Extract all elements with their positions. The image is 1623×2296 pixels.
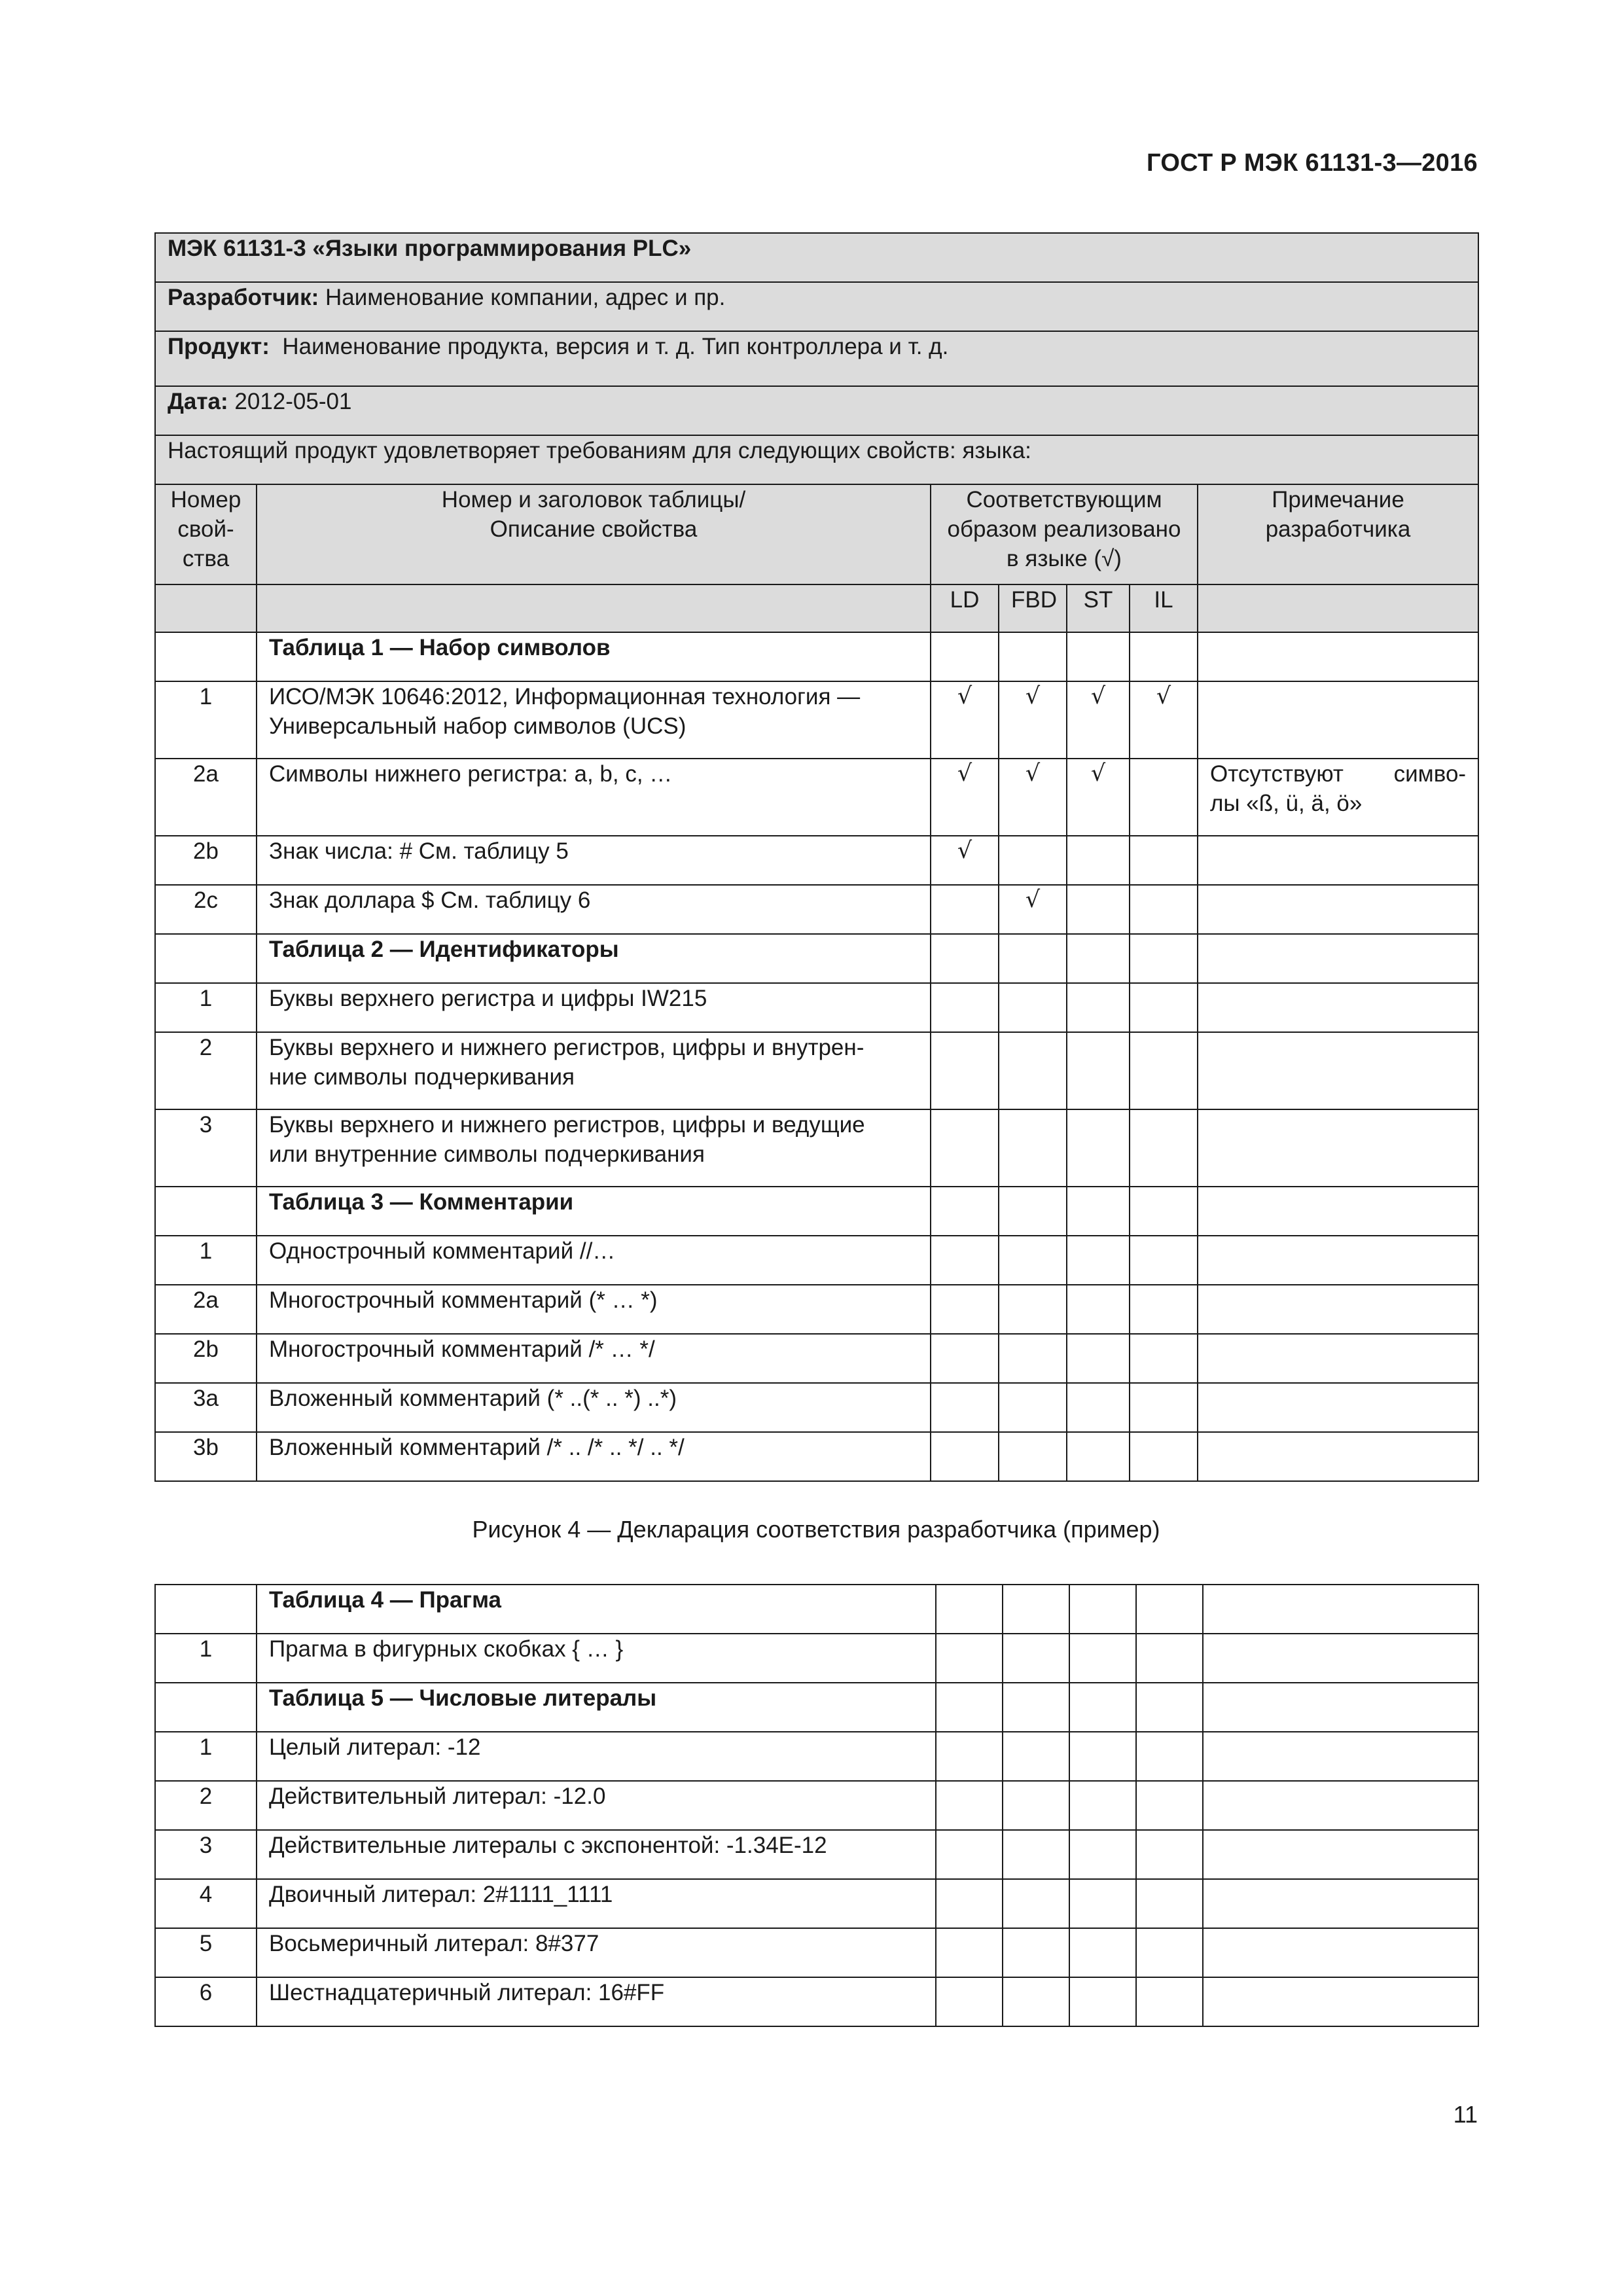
property-number: 1: [155, 681, 257, 759]
check-il: [1130, 885, 1198, 934]
table-row: [155, 759, 1478, 836]
blank-cell: [155, 1585, 257, 1634]
column-header-number: [155, 484, 257, 584]
check-fbd: [1003, 1634, 1069, 1683]
check-fbd: [1003, 1830, 1069, 1879]
developer-label: Разработчик:: [168, 285, 319, 310]
column-header-description-line: Описание свойства: [490, 516, 698, 542]
developer-note: [1203, 1830, 1478, 1879]
column-header-number-line: ства: [182, 546, 230, 571]
column-header-note-line: разработчика: [1265, 516, 1411, 542]
property-description-line: Целый литерал: -12: [269, 1734, 481, 1760]
property-number: 3: [155, 1830, 257, 1879]
check-st: [1067, 1236, 1130, 1285]
language-fbd: FBD: [999, 584, 1067, 632]
property-description: [257, 1236, 931, 1285]
check-ld: [936, 1879, 1003, 1928]
blank-cell: [999, 632, 1067, 681]
check-st: √: [1067, 759, 1130, 836]
check-st: √: [1067, 681, 1130, 759]
property-description-line: Многострочный комментарий /* … */: [269, 1336, 655, 1362]
check-st: [1067, 1285, 1130, 1334]
property-description-line: Вложенный комментарий /* .. /* .. */ .. */: [269, 1435, 685, 1460]
check-st: [1067, 1383, 1130, 1432]
property-description: [257, 885, 931, 934]
check-il: [1136, 1928, 1203, 1977]
check-il: [1136, 1732, 1203, 1781]
property-description-line: Шестнадцатеричный литерал: 16#FF: [269, 1980, 665, 2005]
developer-note: [1198, 885, 1478, 934]
check-st: [1067, 983, 1130, 1032]
check-st: [1069, 1977, 1136, 2026]
blank-cell: [1003, 1585, 1069, 1634]
table-row: [155, 1032, 1478, 1109]
property-description-line: Многострочный комментарий (* … *): [269, 1287, 658, 1313]
check-fbd: [999, 1236, 1067, 1285]
property-number: 1: [155, 983, 257, 1032]
developer-note: [1203, 1928, 1478, 1977]
check-ld: [931, 1383, 999, 1432]
property-description: [257, 1285, 931, 1334]
property-description-line: Действительный литерал: -12.0: [269, 1784, 606, 1809]
language-st: ST: [1067, 584, 1130, 632]
product-value: Наименование продукта, версия и т. д. Тип контроллера и т. д.: [269, 334, 949, 359]
check-st: [1069, 1830, 1136, 1879]
table-row: [155, 681, 1478, 759]
table-row: [155, 836, 1478, 885]
property-description-line: Буквы верхнего и нижнего регистров, цифры и внутрен-: [269, 1035, 865, 1060]
blank-cell: [1130, 1187, 1198, 1236]
developer-row: [155, 282, 1478, 331]
blank-cell: [1198, 632, 1478, 681]
property-number: 3a: [155, 1383, 257, 1432]
language-il: IL: [1130, 584, 1198, 632]
table-row: [155, 1781, 1478, 1830]
check-ld: [936, 1830, 1003, 1879]
blank-cell: [931, 1187, 999, 1236]
check-st: [1067, 1432, 1130, 1481]
column-header-implemented-line: образом реализовано: [947, 516, 1181, 542]
statement-text: Настоящий продукт удовлетворяет требованиям для следующих свойств: языка:: [155, 435, 1478, 484]
property-description: [257, 983, 931, 1032]
check-ld: [931, 1432, 999, 1481]
check-ld: [936, 1634, 1003, 1683]
check-il: [1130, 1109, 1198, 1187]
property-description-line: ние символы подчеркивания: [269, 1064, 575, 1090]
property-description-line: Буквы верхнего регистра и цифры IW215: [269, 986, 707, 1011]
column-header-description-line: Номер и заголовок таблицы/: [441, 487, 746, 512]
property-description: [257, 759, 931, 836]
property-number: 1: [155, 1236, 257, 1285]
blank-cell: [1203, 1585, 1478, 1634]
table-row: [155, 1977, 1478, 2026]
check-ld: [931, 1109, 999, 1187]
property-description-line: Однострочный комментарий //…: [269, 1238, 616, 1264]
developer-note-line: лы «ß, ü, ä, ö»: [1210, 791, 1363, 816]
check-fbd: [999, 1285, 1067, 1334]
check-st: [1067, 1334, 1130, 1383]
check-ld: [931, 983, 999, 1032]
developer-note: [1203, 1634, 1478, 1683]
table-section-row: [155, 934, 1478, 983]
check-il: [1130, 1032, 1198, 1109]
property-number: 2c: [155, 885, 257, 934]
table-section-row: [155, 632, 1478, 681]
blank-cell: [1203, 1683, 1478, 1732]
table-row: [155, 1830, 1478, 1879]
property-description-line: Действительные литералы с экспонентой: -1.34E-12: [269, 1833, 827, 1858]
property-description-line: Двоичный литерал: 2#1111_1111: [269, 1882, 613, 1907]
table-section-row: [155, 1683, 1478, 1732]
check-ld: √: [931, 759, 999, 836]
property-number: 5: [155, 1928, 257, 1977]
check-fbd: [1003, 1781, 1069, 1830]
property-description: [257, 681, 931, 759]
blank-cell: [1136, 1585, 1203, 1634]
table-row: [155, 1732, 1478, 1781]
blank-cell: [155, 632, 257, 681]
developer-value: Наименование компании, адрес и пр.: [319, 285, 726, 310]
developer-note: [1203, 1781, 1478, 1830]
check-il: [1136, 1879, 1203, 1928]
blank-cell: [1003, 1683, 1069, 1732]
column-header-number-line: Номер: [170, 487, 241, 512]
property-description: [257, 1830, 936, 1879]
language-header-row: [155, 584, 1478, 632]
check-il: √: [1130, 681, 1198, 759]
check-il: [1136, 1830, 1203, 1879]
blank-cell: [999, 1187, 1067, 1236]
table-row: [155, 1285, 1478, 1334]
blank-cell: [1130, 632, 1198, 681]
blank-cell: [1069, 1585, 1136, 1634]
check-ld: [931, 885, 999, 934]
blank-cell: [1067, 934, 1130, 983]
check-st: [1067, 1032, 1130, 1109]
developer-note: [1198, 983, 1478, 1032]
developer-note: [1203, 1732, 1478, 1781]
check-st: [1069, 1879, 1136, 1928]
property-description: [257, 1109, 931, 1187]
property-description-line: Прагма в фигурных скобках { … }: [269, 1636, 624, 1662]
developer-note: [1198, 1334, 1478, 1383]
blank-cell: [931, 632, 999, 681]
property-description-line: Буквы верхнего и нижнего регистров, цифры и ведущие: [269, 1112, 865, 1138]
property-description: [257, 1383, 931, 1432]
check-fbd: [1003, 1928, 1069, 1977]
developer-note: [1198, 681, 1478, 759]
property-description: [257, 1928, 936, 1977]
developer-note: [1198, 1032, 1478, 1109]
check-il: [1130, 836, 1198, 885]
property-description: [257, 1879, 936, 1928]
property-description: [257, 1977, 936, 2026]
check-fbd: [999, 1109, 1067, 1187]
table-row: [155, 983, 1478, 1032]
check-ld: [936, 1977, 1003, 2026]
date-row: [155, 386, 1478, 435]
property-description: [257, 1732, 936, 1781]
check-il: [1130, 983, 1198, 1032]
developer-note: [1198, 759, 1478, 836]
table-section-title: Таблица 1 — Набор символов: [257, 632, 931, 681]
table-section-row: [155, 1585, 1478, 1634]
check-il: [1130, 1334, 1198, 1383]
check-ld: [936, 1732, 1003, 1781]
language-ld: LD: [931, 584, 999, 632]
check-fbd: [999, 983, 1067, 1032]
check-fbd: [1003, 1977, 1069, 2026]
check-ld: √: [931, 681, 999, 759]
property-description: [257, 1781, 936, 1830]
check-fbd: [999, 1334, 1067, 1383]
blank-cell: [1198, 584, 1478, 632]
property-number: 2a: [155, 1285, 257, 1334]
check-ld: [931, 1334, 999, 1383]
blank-cell: [1130, 934, 1198, 983]
blank-cell: [155, 934, 257, 983]
figure-caption: Рисунок 4 — Декларация соответствия разработчика (пример): [472, 1516, 1160, 1543]
property-number: 2b: [155, 836, 257, 885]
property-number: 2: [155, 1781, 257, 1830]
property-description-line: Универсальный набор символов (UCS): [269, 713, 687, 739]
blank-cell: [1198, 934, 1478, 983]
check-il: [1130, 1432, 1198, 1481]
column-header-implemented-line: Соответствующим: [966, 487, 1162, 512]
developer-note: [1198, 1109, 1478, 1187]
developer-note: [1198, 1432, 1478, 1481]
check-ld: [936, 1928, 1003, 1977]
blank-cell: [999, 934, 1067, 983]
table-row: [155, 1109, 1478, 1187]
table2-body: [155, 1585, 1478, 2026]
property-number: 3b: [155, 1432, 257, 1481]
property-number: 2b: [155, 1334, 257, 1383]
check-st: [1069, 1928, 1136, 1977]
column-header-note-line: Примечание: [1272, 487, 1404, 512]
blank-cell: [155, 1683, 257, 1732]
blank-cell: [1069, 1683, 1136, 1732]
table-section-title: Таблица 2 — Идентификаторы: [257, 934, 931, 983]
property-number: 2: [155, 1032, 257, 1109]
column-header-note: [1198, 484, 1478, 584]
check-st: [1069, 1634, 1136, 1683]
check-il: [1130, 1383, 1198, 1432]
property-number: 1: [155, 1732, 257, 1781]
property-description-line: Символы нижнего регистра: a, b, c, …: [269, 761, 673, 787]
table-row: [155, 1879, 1478, 1928]
developer-note-line: Отсутствуют симво-: [1210, 761, 1467, 787]
check-ld: √: [931, 836, 999, 885]
product-label: Продукт:: [168, 334, 270, 359]
check-fbd: [1003, 1732, 1069, 1781]
property-description-line: Восьмеричный литерал: 8#377: [269, 1931, 599, 1956]
table-row: [155, 1928, 1478, 1977]
blank-cell: [1198, 1187, 1478, 1236]
check-st: [1067, 836, 1130, 885]
developer-note: [1198, 836, 1478, 885]
check-st: [1067, 1109, 1130, 1187]
property-description-line: Знак числа: # См. таблицу 5: [269, 838, 569, 864]
column-header-number-line: свой-: [177, 516, 234, 542]
property-number: 2a: [155, 759, 257, 836]
check-st: [1069, 1781, 1136, 1830]
table-row: [155, 1383, 1478, 1432]
declaration-table-continued: [154, 1584, 1479, 2027]
check-fbd: [1003, 1879, 1069, 1928]
blank-cell: [1067, 1187, 1130, 1236]
check-ld: [936, 1781, 1003, 1830]
column-header-implemented: [931, 484, 1198, 584]
check-fbd: √: [999, 759, 1067, 836]
blank-cell: [1136, 1683, 1203, 1732]
document-standard-header: ГОСТ Р МЭК 61131-3—2016: [1146, 149, 1478, 177]
property-number: 6: [155, 1977, 257, 2026]
column-header-implemented-line: в языке (√): [1007, 546, 1122, 571]
check-il: [1136, 1977, 1203, 2026]
property-description-line: или внутренние символы подчеркивания: [269, 1141, 705, 1167]
check-il: [1130, 1236, 1198, 1285]
blank-cell: [155, 1187, 257, 1236]
table1-body: [155, 632, 1478, 1481]
blank-cell: [936, 1683, 1003, 1732]
check-fbd: [999, 836, 1067, 885]
declaration-title-row: [155, 233, 1478, 282]
table-section-title: Таблица 5 — Числовые литералы: [257, 1683, 936, 1732]
table-section-title: Таблица 4 — Прагма: [257, 1585, 936, 1634]
check-st: [1069, 1732, 1136, 1781]
column-header-description: [257, 484, 931, 584]
developer-note: [1203, 1879, 1478, 1928]
property-description: [257, 1432, 931, 1481]
property-description-line: Знак доллара $ См. таблицу 6: [269, 888, 591, 913]
check-fbd: [999, 1383, 1067, 1432]
property-description: [257, 836, 931, 885]
date-value: 2012-05-01: [228, 389, 352, 414]
table-row: [155, 885, 1478, 934]
check-il: [1136, 1634, 1203, 1683]
table-row: [155, 1334, 1478, 1383]
declaration-title: МЭК 61131-3 «Языки программирования PLC»: [155, 233, 1478, 282]
page-number: 11: [1453, 2101, 1478, 2128]
statement-row: [155, 435, 1478, 484]
developer-note: [1198, 1236, 1478, 1285]
table-row: [155, 1634, 1478, 1683]
column-header-row: [155, 484, 1478, 584]
blank-cell: [936, 1585, 1003, 1634]
check-fbd: [999, 1032, 1067, 1109]
check-st: [1067, 885, 1130, 934]
check-il: [1136, 1781, 1203, 1830]
property-description-line: ИСО/МЭК 10646:2012, Информационная технология —: [269, 684, 861, 709]
property-number: 4: [155, 1879, 257, 1928]
check-ld: [931, 1236, 999, 1285]
declaration-table: [154, 232, 1479, 1482]
property-number: 1: [155, 1634, 257, 1683]
property-description: [257, 1634, 936, 1683]
table-section-row: [155, 1187, 1478, 1236]
check-il: [1130, 759, 1198, 836]
check-fbd: √: [999, 885, 1067, 934]
property-description: [257, 1334, 931, 1383]
table-section-title: Таблица 3 — Комментарии: [257, 1187, 931, 1236]
blank-cell: [155, 584, 257, 632]
blank-cell: [1067, 632, 1130, 681]
developer-note: [1203, 1977, 1478, 2026]
table-row: [155, 1432, 1478, 1481]
developer-note: [1198, 1383, 1478, 1432]
check-ld: [931, 1285, 999, 1334]
blank-cell: [931, 934, 999, 983]
property-description-line: Вложенный комментарий (* ..(* .. *) ..*): [269, 1386, 677, 1411]
check-fbd: [999, 1432, 1067, 1481]
check-il: [1130, 1285, 1198, 1334]
product-row: [155, 331, 1478, 386]
check-ld: [931, 1032, 999, 1109]
developer-note: [1198, 1285, 1478, 1334]
property-description: [257, 1032, 931, 1109]
blank-cell: [257, 584, 931, 632]
check-fbd: √: [999, 681, 1067, 759]
property-number: 3: [155, 1109, 257, 1187]
date-label: Дата:: [168, 389, 228, 414]
table-row: [155, 1236, 1478, 1285]
